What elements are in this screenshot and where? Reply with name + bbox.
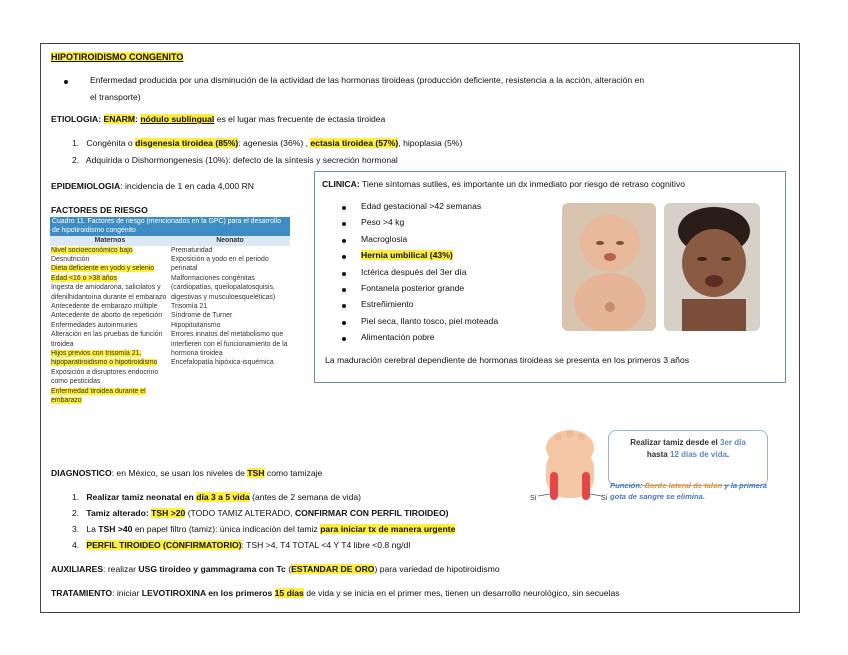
maternos-item: Desnutrición (51, 256, 90, 263)
table-header (50, 236, 290, 245)
diagnostico-item-4: 4. PERFIL TIROIDEO (CONFIRMATORIO): TSH >4, T4 TOTAL <4 Y T4 libre <0.8 ng/dl (72, 540, 411, 550)
bullet (342, 321, 346, 325)
epidemiologia-line: EPIDEMIOLOGIA: incidencia de 1 en cada 4,000 RN (51, 181, 255, 191)
tamiz-callout: Realizar tamiz desde el 3er día hasta 12 días de vida. (608, 430, 768, 486)
etiologia-line: ETIOLOGIA: ENARM: nódulo sublingual es el lugar mas frecuente de ectasia tiroidea (51, 114, 386, 124)
maternos-item: Enfermedad tiroidea durante el embarazo (51, 387, 146, 405)
factores-label: FACTORES DE RIESGO (51, 205, 148, 215)
col-neonato-header: Neonato (216, 237, 244, 245)
clinica-item: Hernia umbilical (43%) (361, 250, 453, 261)
neonato-item: Trisomía 21 (171, 303, 208, 311)
clinica-item: Fontanela posterior grande (361, 283, 465, 293)
maternos-item: Hijos previos con trisomía 21, hipoparatiroidismo o hipotiroidismo (51, 350, 158, 367)
maternos-item: Antecedente de embarazo múltiple (51, 303, 158, 311)
bullet (64, 80, 68, 84)
col-maternos (50, 246, 170, 406)
diagnostico-item-3: 3. La TSH >40 en papel filtro (tamiz): única indicación del tamiz para iniciar tx de manera urgente (72, 524, 456, 534)
tratamiento-line: TRATAMIENTO: iniciar LEVOTIROXINA en los primeros 15 días de vida y se inicia en el primer mes, tienen un desarrollo neurológico, sin secuelas (51, 588, 620, 598)
bullet (342, 206, 346, 210)
diagnostico-item-1: 1. Realizar tamiz neonatal en día 3 a 5 vida (antes de 2 semana de vida) (72, 492, 362, 502)
si-right-label: Sí (601, 495, 608, 502)
col-neonato (170, 246, 290, 406)
clinica-item: Macroglosia (361, 233, 408, 244)
clinica-item: Alimentación pobre (361, 332, 435, 343)
table-caption: Cuadro 11. Factores de riesgo (mencionados en la GPC) para el desarrollo de hipotiroidismo congénito (50, 217, 290, 236)
neonato-item: Malformaciones congénitas (cardiopatías, queilopalatosquisis, digestivas y musculoesqueléticas) (171, 274, 276, 301)
col-maternos-header: Maternos (94, 237, 126, 245)
maternos-item: Alteración en las pruebas de función tiroidea (51, 331, 163, 348)
clinica-item: Piel seca, llanto tosco, piel moteada (361, 315, 499, 326)
clinica-item: Estreñimiento (361, 299, 414, 310)
si-left-label: Sí (530, 495, 537, 502)
maternos-item: Dieta deficiente en yodo y selenio (51, 265, 155, 273)
etiologia-item-2: 2. Adquirida o Dishormongenesis (10%): defecto de la síntesis y secreción hormonal (72, 155, 398, 165)
infant-photo-2 (664, 203, 760, 331)
page-title: HIPOTIROIDISMO CONGENITO (51, 52, 184, 62)
definition-line2: el transporte) (90, 92, 141, 102)
definition-line1: Enfermedad producida por una disminución de la actividad de las hormonas tiroideas (producción deficiente, resistencia a la acción, alteración en (90, 75, 645, 85)
neonato-item: Encefalopatía hipóxica-isquémica (171, 359, 274, 367)
maternos-item: Enfermedades autoinmunes (51, 321, 138, 329)
diagnostico-item-2: 2. Tamiz alterado: TSH >20 (TODO TAMIZ ALTERADO, CONFIRMAR CON PERFIL TIROIDEO) (72, 508, 449, 518)
clinica-item: Peso >4 kg (361, 217, 405, 228)
infant-photo-1 (562, 203, 656, 331)
maternos-item: Edad <16 o >38 años (51, 274, 117, 282)
clinica-item: Edad gestacional >42 semanas (361, 201, 482, 211)
etiologia-item-1: 1. Congénita o disgenesia tiroidea (85%): agenesia (36%) , ectasia tiroidea (57%), hipoplasia (5%) (72, 138, 463, 148)
clinica-header: CLINICA: Tiene síntomas sutiles, es importante un dx inmediato por riesgo de retraso cognitivo (322, 179, 686, 189)
neonato-item: Prematuridad (171, 246, 213, 254)
neonato-item: Exposición a yodo en el periodo perinatal (171, 256, 269, 273)
auxiliares-line: AUXILIARES: realizar USG tiroideo y gammagrama con Tc (ESTANDAR DE ORO) para variedad de hipotiroidismo (51, 564, 500, 574)
bullet (342, 239, 346, 243)
bullet (342, 272, 346, 276)
diagnostico-line: DIAGNOSTICO: en México, se usan los niveles de TSH como tamizaje (51, 468, 323, 478)
risk-factors-table (50, 217, 290, 453)
clinica-item: Ictérica después del 3er día (361, 266, 467, 277)
heel-puncture-illustration (530, 428, 610, 506)
neonato-item: Síndrome de Turner (171, 312, 233, 320)
maternos-item: Exposición a disruptores endocrino como pesticidas (51, 368, 159, 386)
neonato-item: Errores innatos del metabolismo que interfieren con el funcionamiento de la hormona tiroidea (171, 331, 288, 358)
maternos-item: Ingesta de amiodarona, salicilatos y difenilhidantoína durante el embarazo (51, 284, 167, 301)
puncion-note: Punción: Borde lateral de talon y la primera gota de sangre se elimina. (610, 481, 768, 501)
maternos-item: Antecedente de aborto de repetición (51, 312, 163, 320)
maternos-item: Nivel socioeconómico bajo (51, 246, 133, 254)
clinica-footer: La maduración cerebral dependiente de hormonas tiroideas se presenta en los primeros 3 años (325, 355, 690, 365)
bullet (342, 288, 346, 292)
neonato-item: Hipopituitarismo (171, 321, 221, 329)
